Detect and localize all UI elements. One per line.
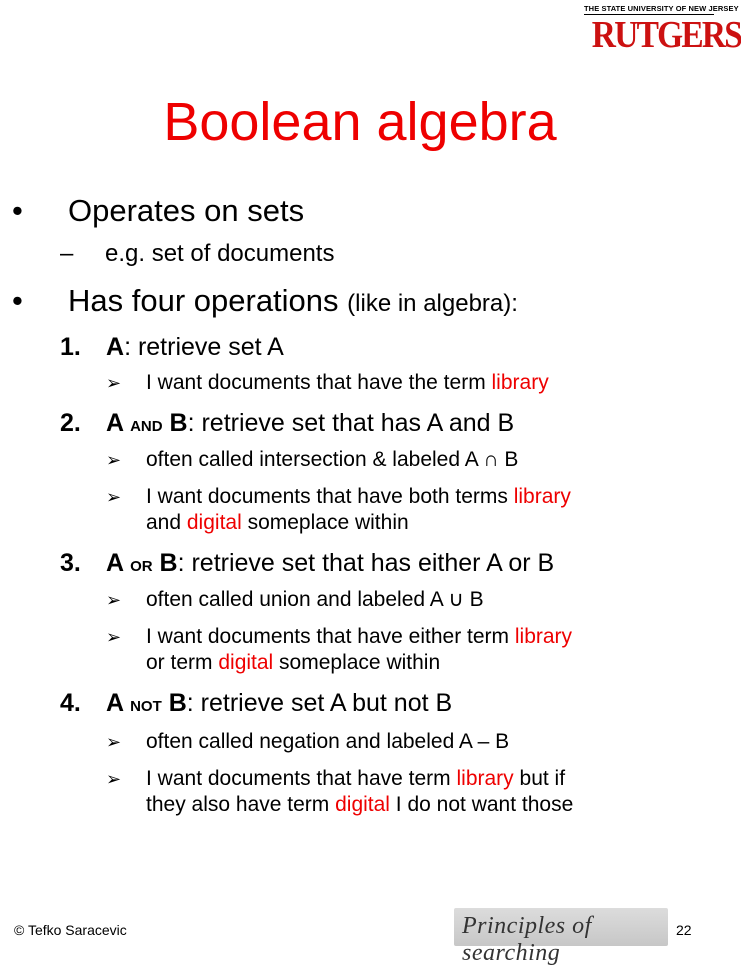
bullet-marker: •: [12, 193, 23, 228]
op-operator: NOT: [130, 698, 162, 715]
op-b: B: [152, 549, 178, 577]
arrow-bullet-icon: ➢: [106, 732, 122, 752]
op-desc: : retrieve set A: [124, 333, 284, 361]
slide-title: Boolean algebra: [163, 92, 557, 152]
item-text: I do not want those: [389, 793, 574, 816]
item-text: often called negation and labeled A – B: [146, 730, 510, 753]
op-b: B: [162, 409, 188, 437]
page-number: 22: [676, 922, 692, 938]
rutgers-logo: [584, 4, 741, 56]
arrow-bullet-icon: ➢: [106, 373, 122, 393]
bullet-text: Has four operations: [68, 283, 339, 318]
item-text: but if: [513, 767, 566, 790]
intersection-symbol: ∩: [483, 448, 499, 471]
item-text: they also have term: [146, 793, 336, 816]
term-digital: digital: [186, 511, 242, 534]
item-text: B: [463, 588, 484, 611]
item-text: B: [498, 448, 519, 471]
logo-wordmark: RUTGERS: [591, 14, 741, 56]
item-text: I want documents that have the term: [146, 371, 492, 394]
item-text: or term: [146, 651, 219, 674]
op-a: A: [106, 409, 131, 437]
op-number: 1.: [60, 333, 81, 361]
arrow-bullet-icon: ➢: [106, 590, 122, 610]
arrow-bullet-icon: ➢: [106, 627, 122, 647]
item-text: I want documents that have both terms: [146, 485, 514, 508]
arrow-bullet-icon: ➢: [106, 769, 122, 789]
term-digital: digital: [218, 651, 274, 674]
term-library: library: [491, 371, 549, 394]
op-operator: AND: [130, 418, 163, 435]
op-number: 4.: [60, 689, 81, 717]
union-symbol: ∪: [448, 588, 464, 611]
item-text: I want documents that have either term: [146, 625, 515, 648]
term-library: library: [513, 485, 571, 508]
arrow-bullet-icon: ➢: [106, 487, 122, 507]
term-library: library: [456, 767, 514, 790]
item-text: someplace within: [241, 511, 409, 534]
bullet-marker: •: [12, 283, 23, 318]
footer-banner-text: Principles of searching: [462, 913, 592, 966]
op-operator: OR: [130, 558, 153, 575]
op-number: 2.: [60, 409, 81, 437]
sub-text: e.g. set of documents: [105, 240, 335, 267]
item-text: and: [146, 511, 187, 534]
op-desc: : retrieve set that has either A or B: [177, 549, 555, 577]
dash-marker: –: [60, 240, 74, 267]
op-desc: : retrieve set A but not B: [186, 689, 453, 717]
logo-tagline: THE STATE UNIVERSITY OF NEW JERSEY: [584, 4, 739, 13]
op-a: A: [106, 689, 131, 717]
bullet-small-text: (like in algebra):: [347, 290, 518, 317]
op-b: B: [161, 689, 187, 717]
term-digital: digital: [335, 793, 390, 816]
item-text: I want documents that have term: [146, 767, 457, 790]
item-text: someplace within: [273, 651, 441, 674]
bullet-text: Operates on sets: [68, 193, 305, 228]
op-a: A: [106, 333, 125, 361]
arrow-bullet-icon: ➢: [106, 450, 122, 470]
term-library: library: [514, 625, 573, 648]
item-text: often called union and labeled A: [146, 588, 449, 611]
op-a: A: [106, 549, 131, 577]
op-desc: : retrieve set that has A and B: [187, 409, 515, 437]
item-text: often called intersection & labeled A: [146, 448, 484, 471]
footer-copyright: © Tefko Saracevic: [14, 922, 127, 938]
op-number: 3.: [60, 549, 81, 577]
footer-banner: [454, 908, 668, 966]
